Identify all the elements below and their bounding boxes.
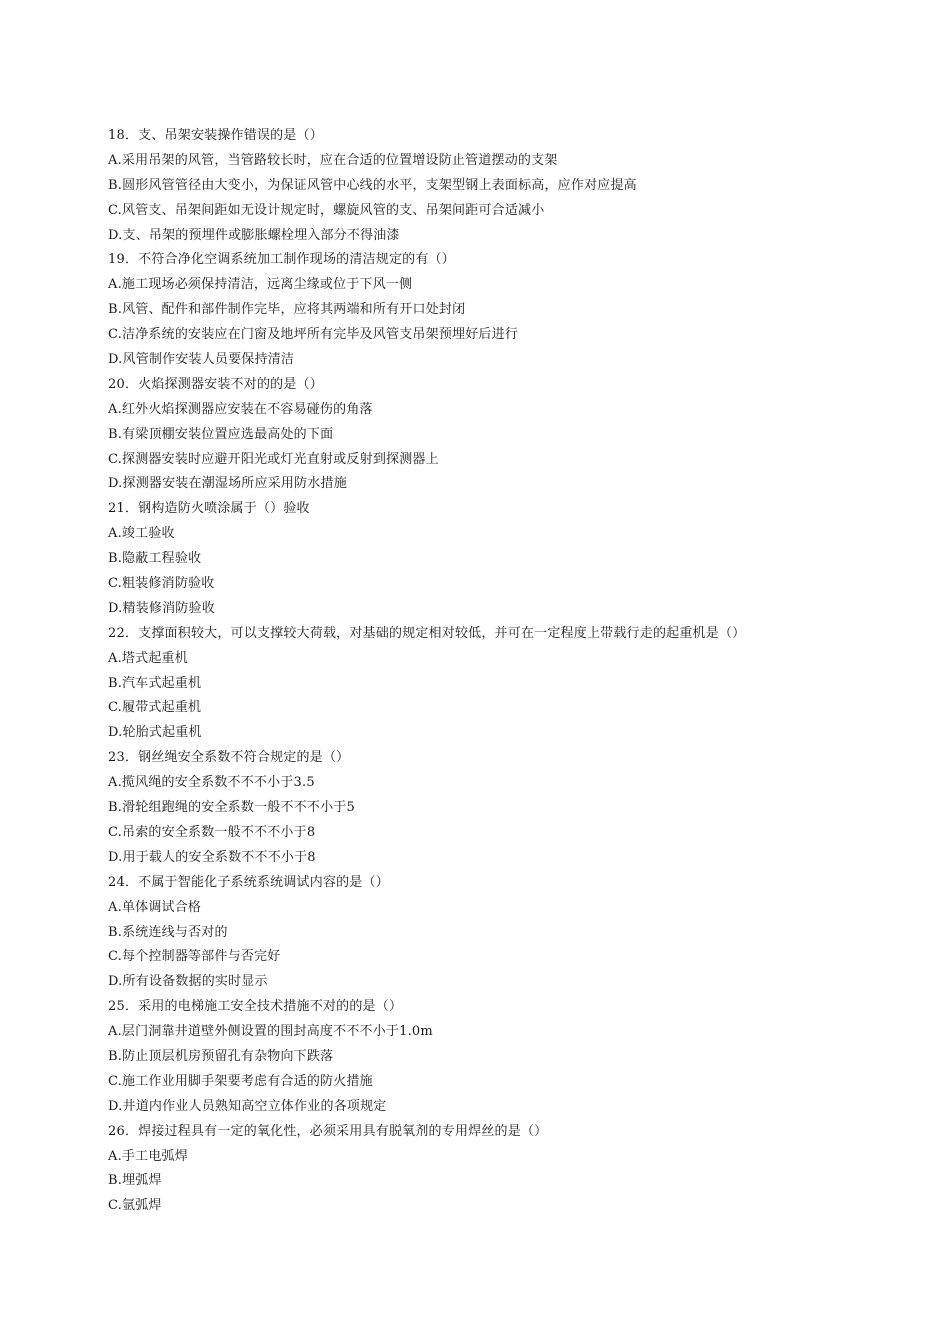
question-26 — [108, 1120, 908, 1220]
option-d: D.探测器安装在潮湿场所应采用防水措施 — [108, 476, 347, 492]
option-b: B.汽车式起重机 — [108, 675, 202, 691]
option-a: A.塔式起重机 — [108, 650, 188, 666]
option-c: C.粗装修消防验收 — [108, 576, 215, 592]
option-c: C.吊索的安全系数一般不不不小于8 — [108, 824, 316, 840]
question-21 — [108, 497, 908, 621]
question-stem: 25．采用的电梯施工安全技术措施不对的的是（） — [108, 999, 403, 1015]
question-stem: 26．焊接过程具有一定的氧化性，必须采用具有脱氧剂的专用焊丝的是（） — [108, 1123, 548, 1139]
question-20 — [108, 373, 908, 497]
option-c: C.洁净系统的安装应在门窗及地坪所有完毕及风管支吊架预埋好后进行 — [108, 327, 519, 343]
option-d: D.所有设备数据的实时显示 — [108, 974, 268, 990]
option-a: A.施工现场必须保持清洁，远离尘缘或位于下风一侧 — [108, 277, 413, 293]
question-stem: 20．火焰探测器安装不对的的是（） — [108, 376, 323, 392]
option-c: C.氩弧焊 — [108, 1198, 162, 1214]
question-25 — [108, 995, 908, 1119]
question-18 — [108, 124, 908, 248]
option-b: B.防止顶层机房预留孔有杂物向下跌落 — [108, 1048, 334, 1064]
option-a: A.层门洞靠井道壁外侧设置的围封高度不不不小于1.0m — [108, 1024, 433, 1040]
question-19 — [108, 248, 908, 372]
option-d: D.风管制作安装人员要保持清洁 — [108, 352, 295, 368]
option-b: B.系统连线与否对的 — [108, 924, 228, 940]
option-d: D.轮胎式起重机 — [108, 725, 202, 741]
option-d: D.支、吊架的预埋件或膨胀螺栓埋入部分不得油漆 — [108, 227, 400, 243]
option-a: A.单体调试合格 — [108, 899, 202, 915]
question-23 — [108, 746, 908, 870]
option-c: C.探测器安装时应避开阳光或灯光直射或反射到探测器上 — [108, 451, 439, 467]
option-c: C.每个控制器等部件与否完好 — [108, 949, 281, 965]
option-a: A.揽风绳的安全系数不不不小于3.5 — [108, 775, 315, 791]
question-stem: 21．钢构造防火喷涂属于（）验收 — [108, 501, 310, 517]
question-stem: 23．钢丝绳安全系数不符合规定的是（） — [108, 750, 350, 766]
option-c: C.风管支、吊架间距如无设计规定时，螺旋风管的支、吊架间距可合适减小 — [108, 202, 545, 218]
option-a: A.手工电弧焊 — [108, 1148, 188, 1164]
option-b: B.有梁顶棚安装位置应选最高处的下面 — [108, 426, 334, 442]
option-d: D.井道内作业人员熟知高空立体作业的各项规定 — [108, 1098, 387, 1114]
option-c: C.施工作业用脚手架要考虑有合适的防火措施 — [108, 1073, 373, 1089]
option-b: B.埋弧焊 — [108, 1173, 162, 1189]
option-a: A.红外火焰探测器应安装在不容易碰伤的角落 — [108, 401, 373, 417]
question-24 — [108, 871, 908, 995]
question-stem: 22．支撑面积较大，可以支撑较大荷载，对基础的规定相对较低，并可在一定程度上带载行走的起重机是（） — [108, 625, 746, 641]
option-a: A.采用吊架的风管，当管路较长时，应在合适的位置增设防止管道摆动的支架 — [108, 152, 558, 168]
option-d: D.精装修消防验收 — [108, 600, 215, 616]
option-c: C.履带式起重机 — [108, 700, 202, 716]
question-stem: 19．不符合净化空调系统加工制作现场的清洁规定的有（） — [108, 252, 455, 268]
document-page — [108, 124, 908, 1219]
question-22 — [108, 622, 908, 746]
question-stem: 24．不属于智能化子系统系统调试内容的是（） — [108, 874, 389, 890]
option-b: B.隐蔽工程验收 — [108, 551, 202, 567]
option-d: D.用于载人的安全系数不不不小于8 — [108, 849, 316, 865]
option-a: A.竣工验收 — [108, 526, 175, 542]
question-stem: 18．支、吊架安装操作错误的是（） — [108, 128, 323, 143]
option-b: B.圆形风管管径由大变小，为保证风管中心线的水平，支架型钢上表面标高，应作对应提高 — [108, 177, 637, 193]
option-b: B.滑轮组跑绳的安全系数一般不不不小于5 — [108, 800, 355, 816]
option-b: B.风管、配件和部件制作完毕，应将其两端和所有开口处封闭 — [108, 302, 466, 318]
